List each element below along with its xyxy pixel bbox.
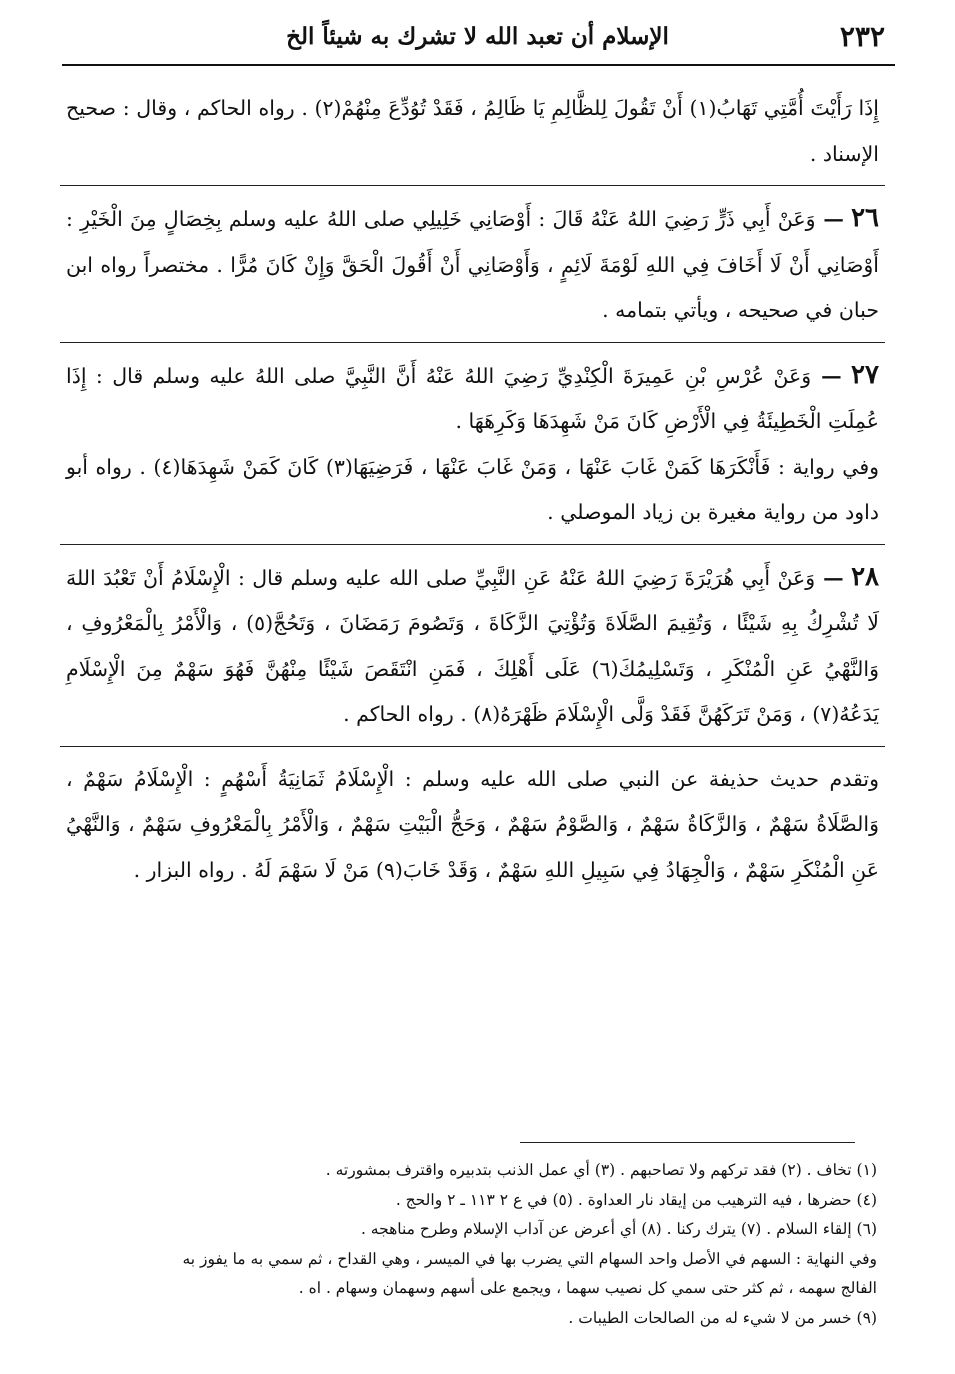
running-header [60, 14, 895, 58]
footnote-line: (١) تخاف . (٢) فقد تركهم ولا تصاحبهم . (٣) أي عمل الذنب بتدبيره واقترف بمشورته . [325, 1161, 877, 1179]
section-separator [60, 342, 885, 343]
hadith-dash: — [811, 363, 842, 388]
hadith-28 [66, 555, 879, 738]
footnotes [70, 1156, 877, 1333]
paragraph-text: وَعَنْ أَبِي ذَرٍّ رَضِيَ اللهُ عَنْهُ قَالَ : أَوْصَانِي خَلِيلِي صلى اللهُ عليه وسلم بِخِصَالٍ مِنَ الْخَيْرِ : أَوْصَانِي أَنْ لَا أَخَافَ فِي اللهِ لَوْمَةَ لَائِمٍ ، وَأَوْصَانِي أَنْ أَقُولَ الْحَقَّ وَإِنْ كَانَ مُرًّا . مختصراً رواه ابن حبان في صحيحه ، ويأتي بتمامه . [66, 207, 879, 322]
page-number: ٢٣٢ [839, 20, 885, 53]
footnote-line: الفالج سهمه ، ثم كثر حتى سمي كل نصيب سهما ، ويجمع على أسهم وسهمان وسهام . اه . [298, 1279, 877, 1297]
running-title: الإسلام أن تعبد الله لا تشرك به شيئاً الخ [286, 22, 669, 50]
paragraph-text: إِذَا رَأَيْتَ أُمَّتِي تَهَابُ(١) أَنْ تَقُولَ لِلظَّالِمِ يَا ظَالِمُ ، فَقَدْ تُوُدِّعَ مِنْهُمْ(٢) . رواه الحاكم ، وقال : صحيح الإسناد . [66, 96, 879, 166]
paragraph-text: وَعَنْ أَبِي هُرَيْرَةَ رَضِيَ اللهُ عَنْهُ عَنِ النَّبِيِّ صلى الله عليه وسلم قال : الْإِسْلَامُ أَنْ تَعْبُدَ اللهَ لَا تُشْرِكُ بِهِ شَيْئًا ، وَتُقِيمَ الصَّلَاةَ وَتُؤْتِيَ الزَّكَاةَ ، وَتَصُومَ رَمَضَانَ ، وَتَحُجَّ(٥) ، وَالْأَمْرُ بِالْمَعْرُوفِ ، وَالنَّهْيُ عَنِ الْمُنْكَرِ ، وَتَسْلِيمُكَ(٦) عَلَى أَهْلِكَ ، فَمَنِ انْتَقَصَ شَيْئًا مِنْهُنَّ فَهُوَ سَهْمٌ مِنَ الْإِسْلَامِ يَدَعُهُ(٧) ، وَمَنْ تَرَكَهُنَّ فَقَدْ وَلَّى الْإِسْلَامَ ظَهْرَهُ(٨) . رواه الحاكم . [66, 565, 879, 726]
footnote-line: (٤) حضرها ، فيه الترهيب من إيقاد نار العداوة . (٥) في ع ٢ ١١٣ ـ ٢ والحج . [395, 1190, 877, 1209]
section-separator [60, 746, 885, 747]
section-separator [60, 544, 885, 545]
hadith-27-variant [66, 445, 879, 536]
hadith-hudhayfa [66, 757, 879, 894]
header-rule [62, 64, 895, 66]
hadith-number: ٢٨ [851, 561, 879, 592]
footnotes-rule [520, 1142, 855, 1143]
hadith-dash: — [815, 207, 844, 231]
footnote-line: (٩) خسر من لا شيء له من الصالحات الطيبات . [568, 1308, 877, 1327]
main-text [66, 86, 879, 893]
paragraph-text: وتقدم حديث حذيفة عن النبي صلى الله عليه وسلم : الْإِسْلَامُ ثَمَانِيَةُ أَسْهُمٍ : الْإِسْلَامُ سَهْمٌ ، وَالصَّلَاةُ سَهْمٌ ، وَالزَّكَاةُ سَهْمٌ ، وَالصَّوْمُ سَهْمٌ ، وَحَجُّ الْبَيْتِ سَهْمٌ ، وَالْأَمْرُ بِالْمَعْرُوفِ سَهْمٌ ، وَالنَّهْيُ عَنِ الْمُنْكَرِ سَهْمٌ ، وَالْجِهَادُ فِي سَبِيلِ اللهِ سَهْمٌ ، وَقَدْ خَابَ(٩) مَنْ لَا سَهْمَ لَهُ . رواه البزار . [66, 766, 879, 882]
footnote-line: (٦) إلقاء السلام . (٧) يترك ركنا . (٨) أي أعرض عن آداب الإسلام وطرح مناهجه . [360, 1220, 877, 1238]
hadith-number: ٢٧ [851, 359, 879, 390]
hadith-26 [66, 196, 879, 334]
section-separator [60, 185, 885, 186]
paragraph-text: وَعَنْ عُرْسِ بْنِ عَمِيرَةَ الْكِنْدِيِّ رَضِيَ اللهُ عَنْهُ أَنَّ النَّبِيَّ صلى اللهُ عليه وسلم قال : إِذَا عُمِلَتِ الْخَطِيئَةُ فِي الْأَرْضِ كَانَ مَنْ شَهِدَهَا وَكَرِهَهَا . [66, 363, 879, 433]
hadith-dash: — [815, 565, 844, 590]
paragraph-intro [66, 86, 879, 177]
footnote-line: وفي النهاية : السهم في الأصل واحد السهام التي يضرب بها في الميسر ، وهي القداح ، ثم سمي به ما يفوز به [182, 1249, 877, 1268]
paragraph-text: وفي رواية : فَأَنْكَرَهَا كَمَنْ غَابَ عَنْهَا ، وَمَنْ غَابَ عَنْهَا ، فَرَضِيَهَا(٣) كَانَ كَمَنْ شَهِدَهَا(٤) . رواه أبو داود من رواية مغيرة بن زياد الموصلي . [66, 454, 880, 524]
hadith-27 [66, 353, 879, 445]
hadith-number: ٢٦ [851, 203, 879, 233]
